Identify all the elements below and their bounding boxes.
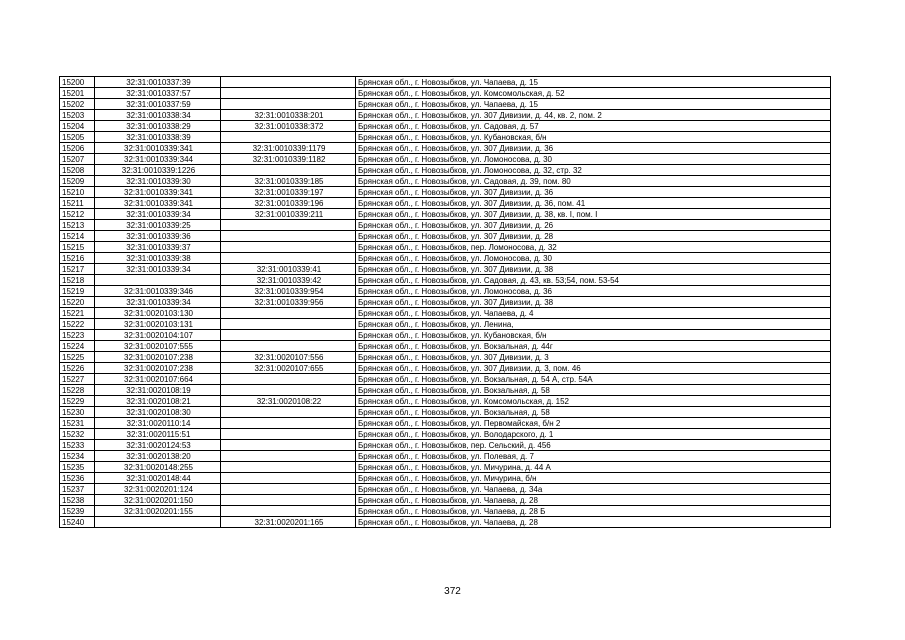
- address-cell: Брянская обл., г. Новозыбков, ул. 307 Дивизии, д. 3: [356, 352, 831, 363]
- address-cell: Брянская обл., г. Новозыбков, ул. 307 Дивизии, д. 28: [356, 231, 831, 242]
- page-number: 372: [444, 586, 461, 597]
- cadastral-number-cell: 32:31:0010339:38: [95, 253, 221, 264]
- table-row: [60, 319, 831, 330]
- row-number-cell: 15237: [60, 484, 95, 495]
- table-row: [60, 209, 831, 220]
- address-cell: Брянская обл., г. Новозыбков, ул. 307 Дивизии, д. 26: [356, 220, 831, 231]
- related-cadastral-number-cell: [221, 506, 356, 517]
- address-cell: Брянская обл., г. Новозыбков, ул. Ленина,: [356, 319, 831, 330]
- related-cadastral-number-cell: [221, 462, 356, 473]
- table-row: [60, 385, 831, 396]
- related-cadastral-number-cell: 32:31:0020201:165: [221, 517, 356, 528]
- table-row: [60, 352, 831, 363]
- cadastral-number-cell: 32:31:0010339:34: [95, 297, 221, 308]
- cadastral-number-cell: 32:31:0010338:39: [95, 132, 221, 143]
- cadastral-number-cell: 32:31:0010339:341: [95, 198, 221, 209]
- cadastral-number-cell: 32:31:0020107:664: [95, 374, 221, 385]
- address-cell: Брянская обл., г. Новозыбков, ул. Чапаева, д. 34а: [356, 484, 831, 495]
- row-number-cell: 15200: [60, 77, 95, 88]
- related-cadastral-number-cell: [221, 99, 356, 110]
- related-cadastral-number-cell: [221, 440, 356, 451]
- related-cadastral-number-cell: [221, 451, 356, 462]
- related-cadastral-number-cell: 32:31:0010339:211: [221, 209, 356, 220]
- row-number-cell: 15212: [60, 209, 95, 220]
- row-number-cell: 15217: [60, 264, 95, 275]
- related-cadastral-number-cell: [221, 374, 356, 385]
- cadastral-number-cell: 32:31:0010339:346: [95, 286, 221, 297]
- cadastral-number-cell: 32:31:0010338:34: [95, 110, 221, 121]
- cadastral-number-cell: 32:31:0010339:30: [95, 176, 221, 187]
- table-row: [60, 231, 831, 242]
- table-row: [60, 220, 831, 231]
- address-cell: Брянская обл., г. Новозыбков, ул. Кубановская, б/н: [356, 132, 831, 143]
- table-row: [60, 462, 831, 473]
- related-cadastral-number-cell: 32:31:0010339:956: [221, 297, 356, 308]
- row-number-cell: 15221: [60, 308, 95, 319]
- row-number-cell: 15211: [60, 198, 95, 209]
- cadastral-number-cell: 32:31:0020108:30: [95, 407, 221, 418]
- related-cadastral-number-cell: [221, 88, 356, 99]
- related-cadastral-number-cell: 32:31:0010339:196: [221, 198, 356, 209]
- table-row: [60, 297, 831, 308]
- table-row: [60, 429, 831, 440]
- related-cadastral-number-cell: [221, 220, 356, 231]
- row-number-cell: 15201: [60, 88, 95, 99]
- row-number-cell: 15204: [60, 121, 95, 132]
- address-cell: Брянская обл., г. Новозыбков, ул. Мичурина, д. 44 А: [356, 462, 831, 473]
- address-cell: Брянская обл., г. Новозыбков, ул. Вокзальная, д. 58: [356, 385, 831, 396]
- table-row: [60, 88, 831, 99]
- table-row: [60, 121, 831, 132]
- table-row: [60, 451, 831, 462]
- row-number-cell: 15230: [60, 407, 95, 418]
- related-cadastral-number-cell: 32:31:0010338:201: [221, 110, 356, 121]
- address-cell: Брянская обл., г. Новозыбков, ул. Полевая, д. 7: [356, 451, 831, 462]
- address-cell: Брянская обл., г. Новозыбков, ул. 307 Дивизии, д. 38: [356, 297, 831, 308]
- related-cadastral-number-cell: 32:31:0020108:22: [221, 396, 356, 407]
- row-number-cell: 15213: [60, 220, 95, 231]
- related-cadastral-number-cell: [221, 165, 356, 176]
- address-cell: Брянская обл., г. Новозыбков, пер. Ломоносова, д. 32: [356, 242, 831, 253]
- related-cadastral-number-cell: [221, 495, 356, 506]
- related-cadastral-number-cell: 32:31:0010339:197: [221, 187, 356, 198]
- address-cell: Брянская обл., г. Новозыбков, ул. Чапаева, д. 28: [356, 517, 831, 528]
- cadastral-number-cell: 32:31:0020108:19: [95, 385, 221, 396]
- row-number-cell: 15232: [60, 429, 95, 440]
- table-row: [60, 407, 831, 418]
- address-cell: Брянская обл., г. Новозыбков, ул. 307 Дивизии, д. 38, кв. I, пом. I: [356, 209, 831, 220]
- register-table-body: [60, 77, 831, 528]
- address-cell: Брянская обл., г. Новозыбков, ул. Комсомольская, д. 152: [356, 396, 831, 407]
- cadastral-number-cell: 32:31:0020201:155: [95, 506, 221, 517]
- row-number-cell: 15219: [60, 286, 95, 297]
- table-row: [60, 517, 831, 528]
- table-row: [60, 99, 831, 110]
- address-cell: Брянская обл., г. Новозыбков, ул. Ломоносова, д. 36: [356, 286, 831, 297]
- cadastral-number-cell: 32:31:0020138:20: [95, 451, 221, 462]
- related-cadastral-number-cell: 32:31:0010339:41: [221, 264, 356, 275]
- row-number-cell: 15226: [60, 363, 95, 374]
- address-cell: Брянская обл., г. Новозыбков, ул. 307 Дивизии, д. 44, кв. 2, пом. 2: [356, 110, 831, 121]
- table-row: [60, 418, 831, 429]
- cadastral-number-cell: 32:31:0010337:57: [95, 88, 221, 99]
- cadastral-number-cell: 32:31:0020103:131: [95, 319, 221, 330]
- address-cell: Брянская обл., г. Новозыбков, ул. Ломоносова, д. 32, стр. 32: [356, 165, 831, 176]
- row-number-cell: 15210: [60, 187, 95, 198]
- address-cell: Брянская обл., г. Новозыбков, ул. Ломоносова, д. 30: [356, 154, 831, 165]
- table-row: [60, 341, 831, 352]
- table-row: [60, 165, 831, 176]
- row-number-cell: 15234: [60, 451, 95, 462]
- related-cadastral-number-cell: [221, 341, 356, 352]
- table-row: [60, 154, 831, 165]
- register-table: [59, 76, 831, 528]
- cadastral-number-cell: 32:31:0010339:36: [95, 231, 221, 242]
- row-number-cell: 15223: [60, 330, 95, 341]
- cadastral-number-cell: [95, 517, 221, 528]
- cadastral-number-cell: 32:31:0020108:21: [95, 396, 221, 407]
- address-cell: Брянская обл., г. Новозыбков, ул. Мичурина, б/н: [356, 473, 831, 484]
- cadastral-number-cell: 32:31:0020201:124: [95, 484, 221, 495]
- table-row: [60, 264, 831, 275]
- cadastral-number-cell: 32:31:0010339:341: [95, 143, 221, 154]
- address-cell: Брянская обл., г. Новозыбков, ул. Чапаева, д. 28: [356, 495, 831, 506]
- table-row: [60, 473, 831, 484]
- table-row: [60, 396, 831, 407]
- row-number-cell: 15214: [60, 231, 95, 242]
- row-number-cell: 15220: [60, 297, 95, 308]
- table-row: [60, 253, 831, 264]
- table-row: [60, 143, 831, 154]
- address-cell: Брянская обл., г. Новозыбков, ул. 307 Дивизии, д. 36: [356, 143, 831, 154]
- table-row: [60, 132, 831, 143]
- related-cadastral-number-cell: [221, 330, 356, 341]
- related-cadastral-number-cell: 32:31:0010339:1179: [221, 143, 356, 154]
- related-cadastral-number-cell: 32:31:0010339:185: [221, 176, 356, 187]
- table-row: [60, 308, 831, 319]
- related-cadastral-number-cell: [221, 473, 356, 484]
- row-number-cell: 15233: [60, 440, 95, 451]
- row-number-cell: 15225: [60, 352, 95, 363]
- related-cadastral-number-cell: [221, 132, 356, 143]
- cadastral-number-cell: 32:31:0020107:555: [95, 341, 221, 352]
- table-row: [60, 110, 831, 121]
- address-cell: Брянская обл., г. Новозыбков, ул. Чапаева, д. 28 Б: [356, 506, 831, 517]
- row-number-cell: 15238: [60, 495, 95, 506]
- table-row: [60, 363, 831, 374]
- cadastral-number-cell: 32:31:0010339:34: [95, 209, 221, 220]
- related-cadastral-number-cell: [221, 484, 356, 495]
- row-number-cell: 15216: [60, 253, 95, 264]
- address-cell: Брянская обл., г. Новозыбков, ул. Садовая, д. 57: [356, 121, 831, 132]
- table-row: [60, 187, 831, 198]
- address-cell: Брянская обл., г. Новозыбков, ул. 307 Дивизии, д. 36, пом. 41: [356, 198, 831, 209]
- row-number-cell: 15209: [60, 176, 95, 187]
- cadastral-number-cell: 32:31:0010339:37: [95, 242, 221, 253]
- row-number-cell: 15222: [60, 319, 95, 330]
- row-number-cell: 15215: [60, 242, 95, 253]
- related-cadastral-number-cell: 32:31:0010338:372: [221, 121, 356, 132]
- related-cadastral-number-cell: [221, 385, 356, 396]
- table-row: [60, 374, 831, 385]
- table-row: [60, 506, 831, 517]
- address-cell: Брянская обл., г. Новозыбков, ул. 307 Дивизии, д. 3, пом. 46: [356, 363, 831, 374]
- address-cell: Брянская обл., г. Новозыбков, ул. Вокзальная, д. 58: [356, 407, 831, 418]
- related-cadastral-number-cell: [221, 242, 356, 253]
- row-number-cell: 15205: [60, 132, 95, 143]
- cadastral-number-cell: 32:31:0020148:255: [95, 462, 221, 473]
- address-cell: Брянская обл., г. Новозыбков, ул. Чапаева, д. 15: [356, 99, 831, 110]
- address-cell: Брянская обл., г. Новозыбков, ул. 307 Дивизии, д. 36: [356, 187, 831, 198]
- cadastral-number-cell: 32:31:0020107:238: [95, 352, 221, 363]
- address-cell: Брянская обл., г. Новозыбков, ул. Садовая, д. 39, пом. 80: [356, 176, 831, 187]
- related-cadastral-number-cell: 32:31:0010339:42: [221, 275, 356, 286]
- cadastral-number-cell: 32:31:0010339:1226: [95, 165, 221, 176]
- cadastral-number-cell: 32:31:0010339:25: [95, 220, 221, 231]
- row-number-cell: 15203: [60, 110, 95, 121]
- row-number-cell: 15218: [60, 275, 95, 286]
- cadastral-number-cell: [95, 275, 221, 286]
- related-cadastral-number-cell: [221, 231, 356, 242]
- cadastral-number-cell: 32:31:0010338:29: [95, 121, 221, 132]
- address-cell: Брянская обл., г. Новозыбков, ул. Вокзальная, д. 44г: [356, 341, 831, 352]
- row-number-cell: 15207: [60, 154, 95, 165]
- related-cadastral-number-cell: 32:31:0010339:1182: [221, 154, 356, 165]
- address-cell: Брянская обл., г. Новозыбков, ул. Комсомольская, д. 52: [356, 88, 831, 99]
- related-cadastral-number-cell: [221, 319, 356, 330]
- table-row: [60, 484, 831, 495]
- related-cadastral-number-cell: [221, 77, 356, 88]
- row-number-cell: 15239: [60, 506, 95, 517]
- address-cell: Брянская обл., г. Новозыбков, ул. Первомайская, б/н 2: [356, 418, 831, 429]
- cadastral-number-cell: 32:31:0020148:44: [95, 473, 221, 484]
- address-cell: Брянская обл., г. Новозыбков, ул. Чапаева, д. 4: [356, 308, 831, 319]
- cadastral-number-cell: 32:31:0010339:344: [95, 154, 221, 165]
- cadastral-number-cell: 32:31:0020104:107: [95, 330, 221, 341]
- related-cadastral-number-cell: 32:31:0020107:556: [221, 352, 356, 363]
- table-row: [60, 242, 831, 253]
- address-cell: Брянская обл., г. Новозыбков, ул. Чапаева, д. 15: [356, 77, 831, 88]
- address-cell: Брянская обл., г. Новозыбков, ул. Володарского, д. 1: [356, 429, 831, 440]
- row-number-cell: 15229: [60, 396, 95, 407]
- row-number-cell: 15235: [60, 462, 95, 473]
- table-row: [60, 176, 831, 187]
- related-cadastral-number-cell: [221, 429, 356, 440]
- address-cell: Брянская обл., г. Новозыбков, ул. Садовая, д. 43, кв. 53;54, пом. 53-54: [356, 275, 831, 286]
- row-number-cell: 15231: [60, 418, 95, 429]
- related-cadastral-number-cell: [221, 407, 356, 418]
- address-cell: Брянская обл., г. Новозыбков, ул. Кубановская, б/н: [356, 330, 831, 341]
- table-row: [60, 77, 831, 88]
- row-number-cell: 15228: [60, 385, 95, 396]
- table-row: [60, 495, 831, 506]
- cadastral-number-cell: 32:31:0010339:34: [95, 264, 221, 275]
- row-number-cell: 15240: [60, 517, 95, 528]
- cadastral-number-cell: 32:31:0020110:14: [95, 418, 221, 429]
- row-number-cell: 15202: [60, 99, 95, 110]
- related-cadastral-number-cell: [221, 418, 356, 429]
- cadastral-number-cell: 32:31:0020115:51: [95, 429, 221, 440]
- table-row: [60, 198, 831, 209]
- table-row: [60, 440, 831, 451]
- cadastral-number-cell: 32:31:0010337:39: [95, 77, 221, 88]
- row-number-cell: 15208: [60, 165, 95, 176]
- address-cell: Брянская обл., г. Новозыбков, ул. Вокзальная, д. 54 А, стр. 54А: [356, 374, 831, 385]
- cadastral-number-cell: 32:31:0020124:53: [95, 440, 221, 451]
- address-cell: Брянская обл., г. Новозыбков, ул. 307 Дивизии, д. 38: [356, 264, 831, 275]
- related-cadastral-number-cell: [221, 308, 356, 319]
- cadastral-number-cell: 32:31:0010337:59: [95, 99, 221, 110]
- table-row: [60, 286, 831, 297]
- cadastral-number-cell: 32:31:0020107:238: [95, 363, 221, 374]
- cadastral-number-cell: 32:31:0020103:130: [95, 308, 221, 319]
- row-number-cell: 15227: [60, 374, 95, 385]
- related-cadastral-number-cell: 32:31:0020107:655: [221, 363, 356, 374]
- cadastral-number-cell: 32:31:0010339:341: [95, 187, 221, 198]
- address-cell: Брянская обл., г. Новозыбков, пер. Сельский, д. 456: [356, 440, 831, 451]
- related-cadastral-number-cell: [221, 253, 356, 264]
- table-row: [60, 330, 831, 341]
- related-cadastral-number-cell: 32:31:0010339:954: [221, 286, 356, 297]
- row-number-cell: 15224: [60, 341, 95, 352]
- row-number-cell: 15236: [60, 473, 95, 484]
- address-cell: Брянская обл., г. Новозыбков, ул. Ломоносова, д. 30: [356, 253, 831, 264]
- table-row: [60, 275, 831, 286]
- cadastral-number-cell: 32:31:0020201:150: [95, 495, 221, 506]
- row-number-cell: 15206: [60, 143, 95, 154]
